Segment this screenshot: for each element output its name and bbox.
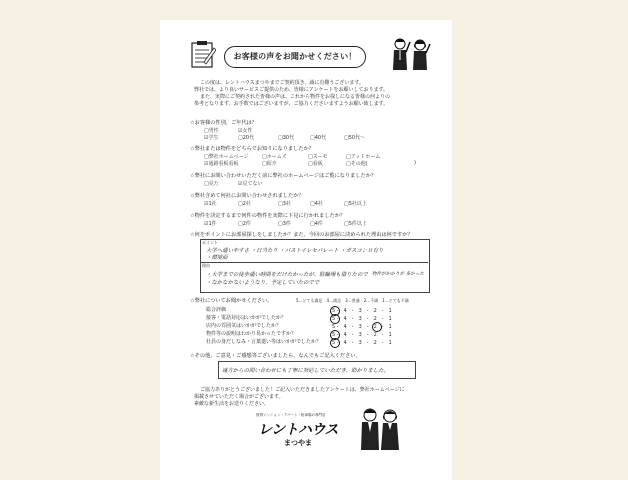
intro-line-3: また、実際にご契約された皆様の声は、これから物件をお探しになる皆様の何よりの [200, 94, 391, 100]
q2-opt-referral[interactable]: □紹介 [262, 161, 277, 167]
q4-opt-2[interactable]: □2社 [238, 201, 251, 207]
q8-answer[interactable]: 遠方からの問い合わせにも丁寧に対応していただき、助かりました。 [222, 368, 389, 374]
q5-opt-1[interactable]: ☑1件 [204, 221, 217, 227]
q1-gender-female[interactable]: ☑女性 [238, 128, 253, 134]
q2-opt-board[interactable]: □看板 [308, 161, 323, 167]
intro-line-1: この度は、レントハウスまつやまでご契約頂き、誠に有難うございます。 [200, 80, 365, 86]
title-bubble [224, 46, 366, 68]
q7-item-4-label: 物件等の説明はわかり易かったですか？ [206, 331, 297, 337]
q2-opt-suumo[interactable]: □スーモ [308, 154, 328, 160]
rating-circle-mark [330, 338, 340, 348]
q6-reason-answer-3[interactable]: 物件がかかりが 多かった [372, 272, 424, 277]
q2-other-close: ) [414, 160, 416, 166]
q4-opt-1[interactable]: ☑1社 [204, 201, 217, 207]
q6-point-label: ポイント [202, 240, 218, 245]
q3-opt-not-seen[interactable]: ☑見てない [238, 181, 263, 187]
intro-line-2: 弊社では、より良いサービスご提供のため、皆様にアンケートをお願いしております。 [194, 87, 389, 93]
q6-divider [200, 262, 428, 263]
q2-opt-signboard[interactable]: ☑通路看板看板 [204, 161, 239, 167]
q7-item-5-rating[interactable]: 5 - 4 - 3 - 2 - 1 [332, 340, 392, 346]
q5-opt-5plus[interactable]: □5件以上 [344, 221, 367, 227]
q2-label: ☆弊社または物件をどちらでお知りになりましたか？ [190, 146, 314, 152]
closing-line-3: 素敵な新生活をお送りください。 [194, 401, 270, 407]
q7-item-5-label: 社員の身だしなみ・言葉遣い等はいかがでしたか？ [206, 339, 322, 345]
q2-opt-athome[interactable]: □アットホーム [346, 154, 381, 160]
q6-reason-answer[interactable]: ・大学までの徒歩通い時間をだけたかったが、駐輪場も借りたので [206, 272, 368, 278]
closing-line-1: ご協力ありがとうございました！ご記入いただきましたアンケートは、弊社ホームページに [200, 387, 405, 393]
q4-opt-4[interactable]: □4社 [310, 201, 323, 207]
q7-item-2-rating[interactable]: 5 - 4 - 3 - 2 - 1 [332, 316, 392, 322]
q4-opt-3[interactable]: □3社 [278, 201, 291, 207]
q1-age-30s[interactable]: □30代 [278, 135, 295, 141]
q5-opt-4[interactable]: □4件 [310, 221, 323, 227]
q7-item-3-label: 店内の雰囲気はいかがでしたか？ [206, 323, 282, 329]
q6-point-answer-2[interactable]: ・環境面 [206, 255, 228, 261]
q3-label: ☆弊社にお問い合わせいただく前に弊社のホームページはご覧になりましたか？ [190, 173, 377, 179]
q6-reason-label: 理由 [202, 263, 210, 268]
q1-age-20s[interactable]: □20代 [238, 135, 255, 141]
q7-item-1-label: 総合評価 [206, 307, 227, 313]
rating-circle-mark [372, 322, 382, 332]
q6-label: ☆何をポイントにお部屋探しをしましたか？また、今回のお部屋に決められた理由は何ですか？ [190, 232, 413, 238]
q7-item-4-rating[interactable]: 5 - 4 - 3 - 2 - 1 [332, 332, 392, 338]
page-title: お客様の声をお聞かせください！ [233, 52, 357, 61]
q5-opt-3[interactable]: □3件 [278, 221, 291, 227]
logo-tagline: 賃貸マンション・アパート・駐車場の専門店 [256, 413, 326, 417]
q2-opt-homes[interactable]: □ホームズ [262, 154, 287, 160]
q1-age-50s[interactable]: □50代〜 [344, 135, 366, 141]
q6-reason-answer-2[interactable]: ・なかなかないようなり、予定していたのでで [206, 280, 320, 286]
q4-opt-5plus[interactable]: □5社以上 [344, 201, 367, 207]
q1-age-40s[interactable]: □40代 [310, 135, 327, 141]
q7-scale: 5…とても満足 4…満足 3…普通 2…不満 1…とても不満 [296, 298, 409, 303]
q7-item-1-rating[interactable]: 5 - 4 - 3 - 2 - 1 [332, 308, 392, 314]
q2-opt-homepage[interactable]: □弊社ホームページ [204, 154, 249, 160]
q4-label: ☆弊社含めて何社にお問い合わせされましたか？ [190, 193, 304, 199]
q8-label: ☆その他、ご意見・ご感想等ございましたら、なんでもご記入ください。 [190, 353, 361, 359]
q3-opt-seen[interactable]: □見た [204, 181, 219, 187]
q2-opt-other[interactable]: □その他( [346, 161, 368, 167]
clipboard-icon [190, 40, 216, 68]
q7-label: ☆弊社についてお聞かせください。 [190, 298, 273, 304]
company-logo: レントハウス [258, 422, 338, 438]
staff-illustration-icon [388, 36, 432, 76]
rating-circle-mark [330, 314, 340, 324]
intro-line-4: 参考となります。お手数ではございますが、ご協力くださいますようお願い致します。 [194, 101, 389, 107]
q1-label: ☆お客様の性別、ご年代は？ [190, 120, 257, 126]
closing-line-2: 掲載させていただく場合がございます。 [194, 394, 284, 400]
q7-item-3-rating[interactable]: 5 - 4 - 3 - 2 - 1 [332, 324, 392, 330]
company-logo-sub: まつやま [284, 439, 312, 447]
q5-opt-2[interactable]: □2件 [238, 221, 251, 227]
q1-gender-male[interactable]: □男性 [204, 128, 219, 134]
survey-sheet [160, 20, 452, 480]
q6-point-answer[interactable]: 大学へ通いやすさ ・日当たり ・バストイレセパレート ・ガスコンロ有り [206, 248, 384, 254]
q1-age-student[interactable]: ☑学生 [204, 135, 219, 141]
q7-item-2-label: 接客・電話対応はいかがでしたか？ [206, 315, 287, 321]
staff-pair-icon [358, 406, 402, 452]
q5-label: ☆物件を決定するまで何件の物件を実際に下見に行かれましたか？ [190, 213, 346, 219]
